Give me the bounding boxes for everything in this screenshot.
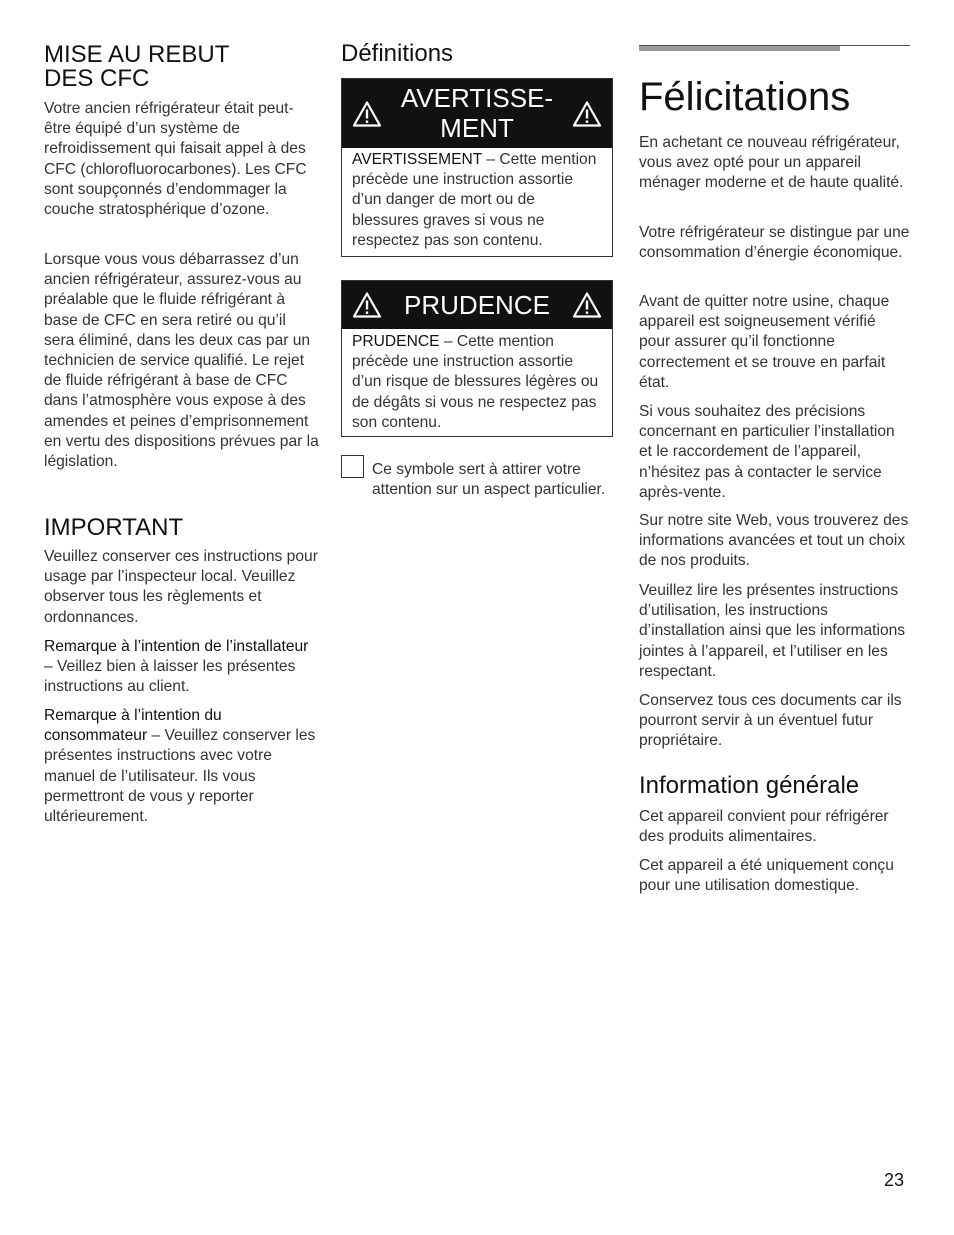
info-heading: Information générale: [639, 772, 860, 799]
caution-term: PRUDENCE: [352, 333, 440, 350]
felicitations-paragraph-6: Veuillez lire les présentes instructions d’utilisation, les instructions d’installation ainsi que les informations jointes à l’appareil, et l’utiliser en les respectant.: [639, 582, 906, 680]
caution-band: [342, 281, 612, 329]
warning-definition: [352, 150, 604, 251]
caution-box: [341, 280, 613, 437]
consumer-note-text: – Veuillez conserver les présentes instructions avec votre manuel de l’utilisateur. Ils vous permettront de vous y reporter ultérieurement.: [44, 727, 316, 826]
warning-text: – Cette mention précède une instruction assortie d’un danger de mort ou de blessures graves si vous ne respectez pas son contenu.: [352, 151, 597, 249]
warning-triangle-icon: [572, 100, 602, 127]
cfc-heading-line2: DES CFC: [44, 65, 150, 92]
felicitations-paragraph-5: Sur notre site Web, vous trouverez des informations avancées et tout un choix de nos produits.: [639, 512, 909, 570]
caution-triangle-icon: [572, 292, 602, 319]
cfc-heading: [44, 43, 229, 91]
cfc-paragraph-2: Lorsque vous vous débarrassez d’un ancien réfrigérateur, assurez-vous au préalable que le fluide réfrigérant à base de CFC en sera retiré ou qu’il sera éliminé, dans les deux cas par un technicien de service qualifié. Le rejet de fluide réfrigérant à base de CFC dans l’atmosphère vous expose à des amendes et peines d’emprisonnement en vertu des dispositions prévues par la législation.: [44, 251, 319, 471]
warning-box: [341, 78, 613, 257]
caution-body: [342, 329, 612, 437]
warning-band: [342, 79, 612, 148]
cfc-paragraph-1: Votre ancien réfrigérateur était peut-être équipé d’un système de refroidissement qui faisait appel à des CFC (chlorofluorocarbones). Les CFC sont soupçonnés d’endommager la couche stratosphérique d’ozone.: [44, 100, 307, 219]
caution-label: PRUDENCE: [404, 290, 550, 320]
felicitations-paragraph-7: Conservez tous ces documents car ils pourront servir à un éventuel futur propriétaire.: [639, 692, 902, 750]
note-square-icon: [341, 455, 364, 478]
warning-triangle-icon: [352, 100, 382, 127]
cfc-heading-line1: MISE AU REBUT: [44, 41, 230, 68]
consumer-note: [44, 706, 320, 827]
installer-note-label: Remarque à l’intention de l’installateur: [44, 638, 309, 655]
caution-definition: [352, 332, 604, 433]
felicitations-paragraph-4: Si vous souhaitez des précisions concernant en particulier l’installation et le raccordement de l’appareil, n’hésitez pas à contacter le service après-vente.: [639, 403, 895, 501]
info-paragraph-2: Cet appareil a été uniquement conçu pour une utilisation domestique.: [639, 857, 894, 895]
caution-text: – Cette mention précède une instruction assortie d’un risque de blessures légères ou de dégâts si vous ne respectez pas son contenu.: [352, 333, 599, 431]
caution-triangle-icon: [352, 292, 382, 319]
warning-term: AVERTISSEMENT: [352, 151, 482, 168]
definitions-heading: Définitions: [341, 40, 454, 67]
felicitations-paragraph-3: Avant de quitter notre usine, chaque appareil est soigneusement vérifié pour assurer qu’il fonctionne correctement et se trouve en parfait état.: [639, 293, 890, 391]
important-paragraph-1: Veuillez conserver ces instructions pour usage par l’inspecteur local. Veuillez observer tous les règlements et ordonnances.: [44, 548, 318, 626]
felicitations-paragraph-1: En achetant ce nouveau réfrigérateur, vous avez opté pour un appareil ménager moderne et de haute qualité.: [639, 134, 904, 192]
page-number: 23: [883, 1170, 904, 1190]
note-text: Ce symbole sert à attirer votre attention sur un aspect particulier.: [372, 461, 606, 499]
installer-note: [44, 637, 320, 698]
consumer-note-label: Remarque à l’intention du consommateur: [44, 707, 222, 745]
felicitations-heading: Félicitations: [639, 75, 851, 119]
important-heading: IMPORTANT: [44, 514, 184, 541]
warning-label-line2: MENT: [440, 113, 514, 143]
header-rule-accent: [639, 46, 840, 51]
warning-label-line1: AVERTISSE-: [400, 83, 554, 113]
info-paragraph-1: Cet appareil convient pour réfrigérer des produits alimentaires.: [639, 808, 889, 846]
installer-note-text: – Veillez bien à laisser les présentes instructions au client.: [44, 658, 296, 696]
felicitations-paragraph-2: Votre réfrigérateur se distingue par une consommation d’énergie économique.: [639, 224, 910, 262]
warning-body: [342, 148, 612, 255]
